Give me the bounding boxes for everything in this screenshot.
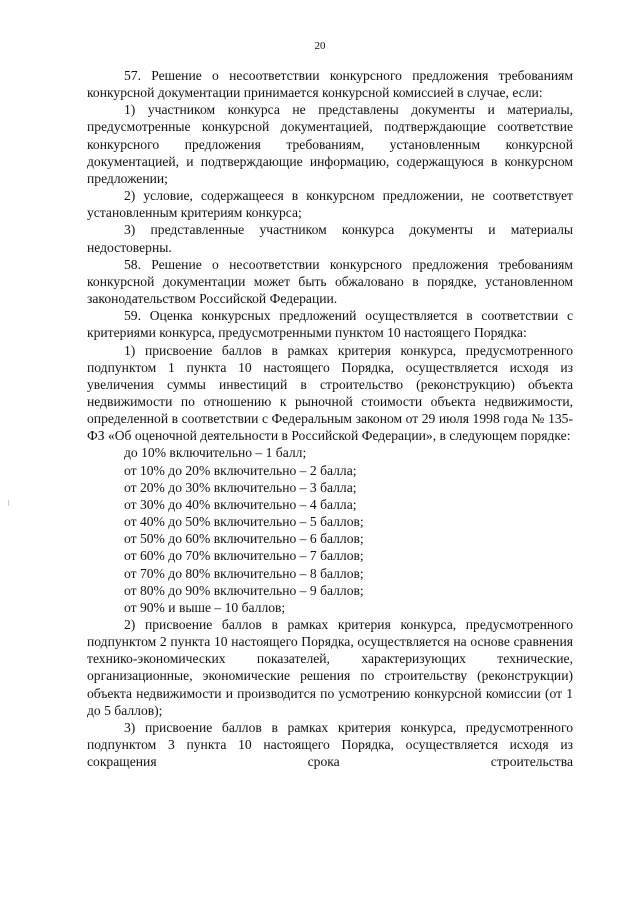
list-item: от 40% до 50% включительно – 5 баллов; — [124, 514, 364, 530]
margin-mark — [8, 500, 9, 506]
paragraph: 2) присвоение баллов в рамках критерия конкурса, предусмотренного подпунктом 2 пункта 10 настоящего Порядка, осуществляется на основе сравнения технико-экономических показателей, характеризующих технические, организационные, экономические решения по строительству (реконструкции) объекта недвижимости и производится по усмотрению конкурсной комиссии (от 1 до 5 баллов); — [87, 617, 573, 718]
list-item: от 10% до 20% включительно – 2 балла; — [124, 462, 357, 478]
list-item: до 10% включительно – 1 балл; — [124, 445, 307, 461]
list-item: от 30% до 40% включительно – 4 балла; — [124, 496, 357, 512]
paragraph: 3) присвоение баллов в рамках критерия конкурса, предусмотренного подпунктом 3 пункта 10 настоящего Порядка, осуществляется исходя из сокращения срока строительства — [87, 719, 573, 770]
list-item: от 80% до 90% включительно – 9 баллов; — [124, 582, 364, 598]
paragraph: 59. Оценка конкурсных предложений осуществляется в соответствии с критериями конкурса, предусмотренными пунктом 10 настоящего Порядка: — [87, 308, 573, 341]
page-number: 20 — [314, 40, 326, 52]
document-body — [87, 67, 573, 770]
paragraph: 2) условие, содержащееся в конкурсном предложении, не соответствует установленным критериям конкурса; — [87, 188, 573, 221]
paragraph: 1) присвоение баллов в рамках критерия конкурса, предусмотренного подпунктом 1 пункта 10 настоящего Порядка, осуществляется исходя из увеличения суммы инвестиций в строительство (реконструкцию) объекта недвижимости по отношению к рыночной стоимости объекта недвижимости, определенной в соответствии с Федеральным законом от 29 июля 1998 года № 135-ФЗ «Об оценочной деятельности в Российской Федерации», в следующем порядке: — [87, 342, 573, 444]
paragraph: 57. Решение о несоответствии конкурсного предложения требованиям конкурсной документации принимается конкурсной комиссией в случае, если: — [87, 68, 573, 101]
paragraph: 1) участником конкурса не представлены документы и материалы, предусмотренные конкурсной документацией, подтверждающие соответствие конкурсного предложения требованиям, установленным конкурсной документацией, и подтверждающие информацию, содержащуюся в конкурсном предложении; — [87, 102, 573, 186]
list-item: от 70% до 80% включительно – 8 баллов; — [124, 565, 364, 581]
list-item: от 50% до 60% включительно – 6 баллов; — [124, 531, 364, 547]
list-item: от 60% до 70% включительно – 7 баллов; — [124, 548, 364, 564]
list-item: от 20% до 30% включительно – 3 балла; — [124, 479, 357, 495]
list-item: от 90% и выше – 10 баллов; — [124, 599, 286, 615]
paragraph: 58. Решение о несоответствии конкурсного предложения требованиям конкурсной документации может быть обжаловано в порядке, установленном законодательством Российской Федерации. — [87, 256, 573, 307]
paragraph: 3) представленные участником конкурса документы и материалы недостоверны. — [87, 222, 573, 255]
